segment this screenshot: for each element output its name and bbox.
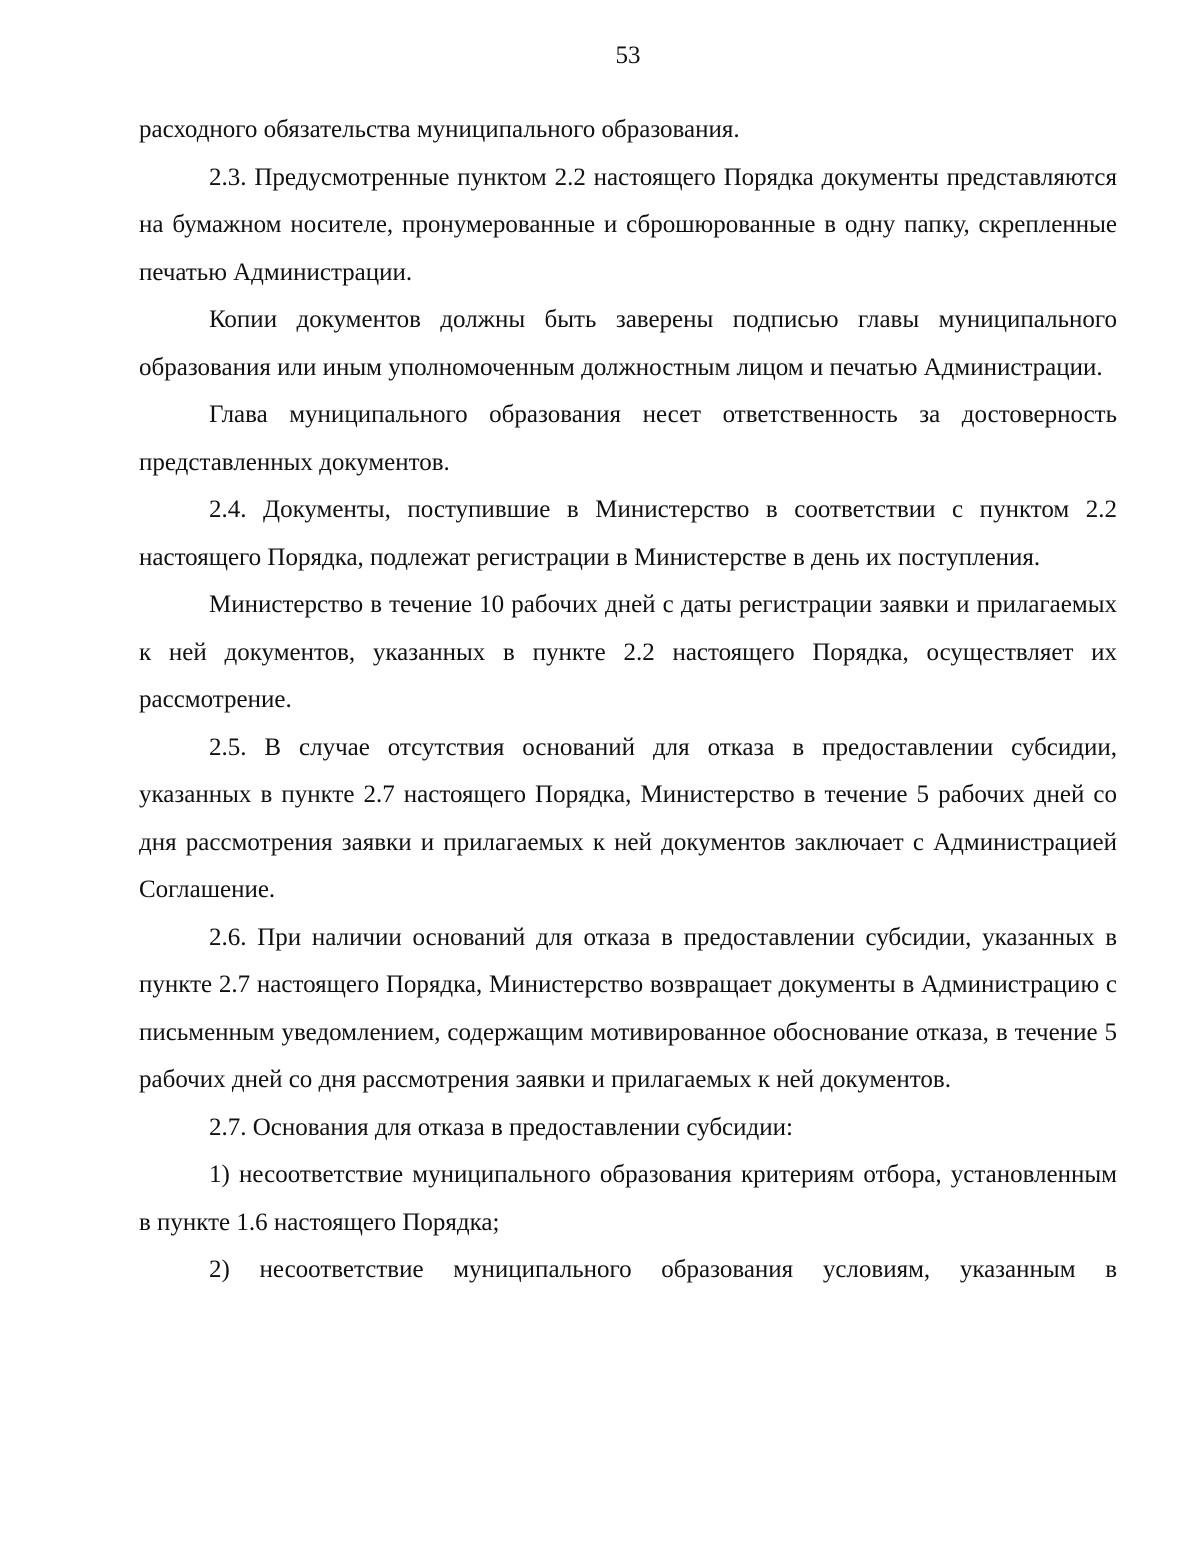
paragraph-ministry-review: Министерство в течение 10 рабочих дней с даты регистрации заявки и прилагаемых к ней документов, указанных в пункте 2.2 настоящего Порядка, осуществляет их рассмотрение.: [139, 591, 1117, 713]
list-item-1: 1) несоответствие муниципального образования критериям отбора, установленным в пункте 1.6 настоящего Порядка;: [139, 1161, 1117, 1236]
paragraph-2-6: 2.6. При наличии оснований для отказа в предоставлении субсидии, указанных в пункте 2.7 настоящего Порядка, Министерство возвращает документы в Администрацию с письменным уведомлением, содержащим мотивированное обоснование отказа, в течение 5 рабочих дней со дня рассмотрения заявки и прилагаемых к ней документов.: [139, 923, 1117, 1093]
paragraph-2-4: 2.4. Документы, поступившие в Министерство в соответствии с пунктом 2.2 настоящего Порядка, подлежат регистрации в Министерстве в день их поступления.: [139, 496, 1117, 571]
list-item-2: 2) несоответствие муниципального образования условиям, указанным в: [209, 1256, 1117, 1283]
paragraph-continuation: расходного обязательства муниципального образования.: [139, 116, 740, 143]
paragraph-head-responsibility: Глава муниципального образования несет ответственность за достоверность представленных документов.: [139, 401, 1117, 476]
paragraph-2-5: 2.5. В случае отсутствия оснований для отказа в предоставлении субсидии, указанных в пункте 2.7 настоящего Порядка, Министерство в течение 5 рабочих дней со дня рассмотрения заявки и прилагаемых к ней документов заключает с Администрацией Соглашение.: [139, 733, 1117, 903]
document-body: [139, 106, 1117, 1294]
page-number: 53: [615, 42, 641, 69]
paragraph-2-3: 2.3. Предусмотренные пунктом 2.2 настоящего Порядка документы представляются на бумажном носителе, пронумерованные и сброшюрованные в одну папку, скрепленные печатью Администрации.: [139, 163, 1117, 286]
paragraph-copies: Копии документов должны быть заверены подписью главы муниципального образования или иным уполномоченным должностным лицом и печатью Администрации.: [139, 306, 1117, 381]
paragraph-2-7: 2.7. Основания для отказа в предоставлении субсидии:: [209, 1113, 793, 1141]
